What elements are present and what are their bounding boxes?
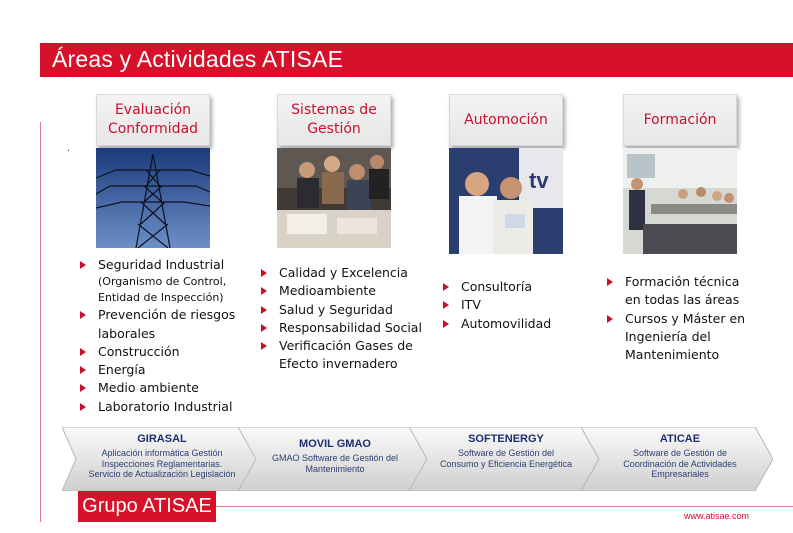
item-subtext: (Organismo de Control, Entidad de Inspección) [98, 275, 227, 305]
software-desc: Aplicación informática Gestión Inspecciones Reglamentarias. Servicio de Actualización Legislación [88, 448, 236, 479]
item-text: Calidad y Excelencia [279, 265, 408, 280]
page-title: Áreas y Actividades ATISAE [40, 43, 793, 77]
website-link[interactable]: www.atisae.com [684, 511, 750, 521]
item-text: Laboratorio Industrial [98, 398, 233, 414]
software-movil-gmao [238, 427, 428, 491]
item-text: ITV [461, 297, 481, 313]
list-sistemas [259, 264, 439, 374]
list-item [259, 301, 439, 319]
list-item [259, 337, 419, 374]
heading-formacion [623, 94, 737, 146]
heading-line: Sistemas de [291, 102, 377, 118]
mechanics-photo [449, 148, 563, 254]
item-text: Seguridad Industrial [98, 257, 225, 272]
list-item [605, 273, 755, 310]
item-text: Medio ambiente [98, 380, 199, 396]
list-item [78, 343, 258, 361]
list-item [78, 256, 258, 306]
list-item [441, 315, 591, 333]
item-text: Formación técnica en todas las áreas [625, 274, 740, 308]
item-text: Cursos y Máster en Ingeniería del Mantenimiento [625, 310, 746, 363]
svg-text:tv: tv [529, 168, 549, 193]
heading-line: Formación [643, 111, 717, 128]
heading-evaluacion-conformidad [96, 94, 210, 146]
classroom-photo [623, 148, 737, 254]
heading-sistemas-gestion [277, 94, 391, 146]
bullet-marker: . [67, 143, 71, 154]
bottom-divider [216, 506, 793, 507]
heading-line: Automoción [464, 111, 548, 128]
item-text: Verificación Gases de Efecto invernadero [279, 338, 413, 372]
power-tower-photo [96, 148, 210, 248]
software-name: GIRASAL [137, 433, 187, 445]
item-text: Construcción [98, 343, 180, 359]
item-text: Automovilidad [461, 315, 552, 331]
software-softenergy [409, 427, 599, 491]
software-aticae [581, 427, 773, 491]
item-text: Responsabilidad Social [279, 319, 422, 335]
item-text: Medioambiente [279, 283, 376, 299]
list-item [78, 398, 258, 416]
item-text: Salud y Seguridad [279, 301, 393, 317]
list-item [78, 361, 258, 379]
meeting-photo [277, 148, 391, 248]
list-item [605, 310, 770, 365]
list-item [441, 278, 591, 296]
software-name: SOFTENERGY [468, 433, 544, 445]
software-name: MOVIL GMAO [299, 438, 371, 450]
item-text: Prevención de riesgos laborales [98, 307, 236, 341]
list-evaluacion [78, 256, 258, 416]
list-automocion [441, 278, 591, 333]
item-text: Consultoría [461, 279, 533, 294]
software-desc: GMAO Software de Gestión del Mantenimiento [271, 453, 399, 474]
heading-line: Conformidad [107, 121, 199, 137]
group-logo-box: Grupo ATISAE [78, 491, 216, 522]
software-name: ATICAE [659, 433, 701, 445]
list-item [259, 319, 439, 337]
list-item [259, 264, 439, 282]
list-formacion [605, 273, 775, 364]
item-text: Energía [98, 362, 146, 378]
heading-automocion [449, 94, 563, 146]
list-item [78, 379, 258, 397]
list-item [78, 306, 258, 343]
software-desc: Software de Gestión del Consumo y Eficiencia Energética [439, 448, 573, 469]
heading-line: Evaluación [114, 102, 192, 118]
heading-line: Gestión [307, 121, 361, 137]
software-desc: Software de Gestión de Coordinación de Actividades Empresariales [623, 448, 737, 479]
list-item [441, 296, 591, 314]
software-girasal [62, 427, 260, 491]
list-item [259, 282, 439, 300]
left-divider [40, 122, 41, 522]
